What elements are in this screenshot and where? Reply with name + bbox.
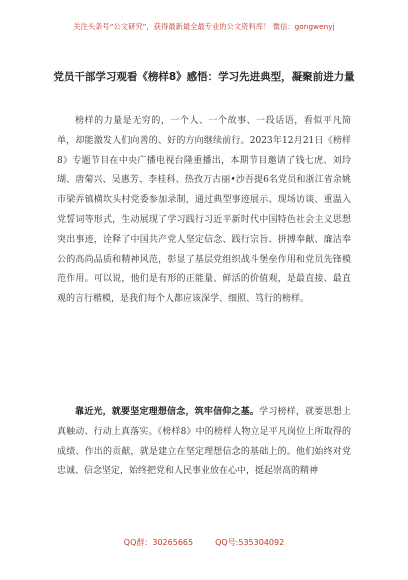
paragraph-2-lead: 靠近光，就要坚定理想信念，筑牢信仰之基。 xyxy=(75,407,260,417)
footer xyxy=(0,537,408,548)
footer-qq-group: QQ群：30265665 xyxy=(123,538,194,547)
footer-qq-number: QQ号:535304092 xyxy=(215,538,285,547)
paragraph-2-body: 学习榜样，就要思想上真触动、行动上真落实。《榜样8》中的榜样人物立足平凡岗位上所取得的成绩、作出的贡献，就是建立在坚定理想信念的基础上的。他们始终对党忠诚、信念坚定，始终把党和人民事业放在心中，挺起崇高的精神 xyxy=(57,407,351,477)
document-title: 党员干部学习观看《榜样8》感悟：学习先进典型，凝聚前进力量 xyxy=(53,71,355,83)
paragraph-1: 榜样的力量是无穷的，一个人、一个故事、一段话语，看似平凡简单，却能激发人们向善的、好的方向继续前行。2023年12月21日《榜样8》专题节目在中央广播电视台隆重播出，本期节目邀请了钱七虎、刘玲瑚、唐菊兴、吴惠芳、李桂科、热孜万古丽•沙吾提6名党员和浙江省余姚市梁弄镇横坎头村党委参加录制，通过典型事迹展示、现场访谈、重温入党誓词等形式，生动展现了学习践行习近平新时代中国特色社会主义思想突出事迹，诠释了中国共产党人坚定信念、践行宗旨、拼搏奉献、廉洁奉公的高尚品质和精神风范，彰显了基层党组织战斗堡垒作用和党员先锋模范作用。可以说，他们是有形的正能量、鲜活的价值观，是最直接、最直观的言行楷模，是我们每个人都应该深学、细照、笃行的榜样。 xyxy=(57,116,351,305)
paragraph-2 xyxy=(57,403,351,482)
header-banner: 关注头条号“公文研究”，获得最新最全最专业的公文资料库！ 微信：gongwenyj xyxy=(73,22,335,31)
